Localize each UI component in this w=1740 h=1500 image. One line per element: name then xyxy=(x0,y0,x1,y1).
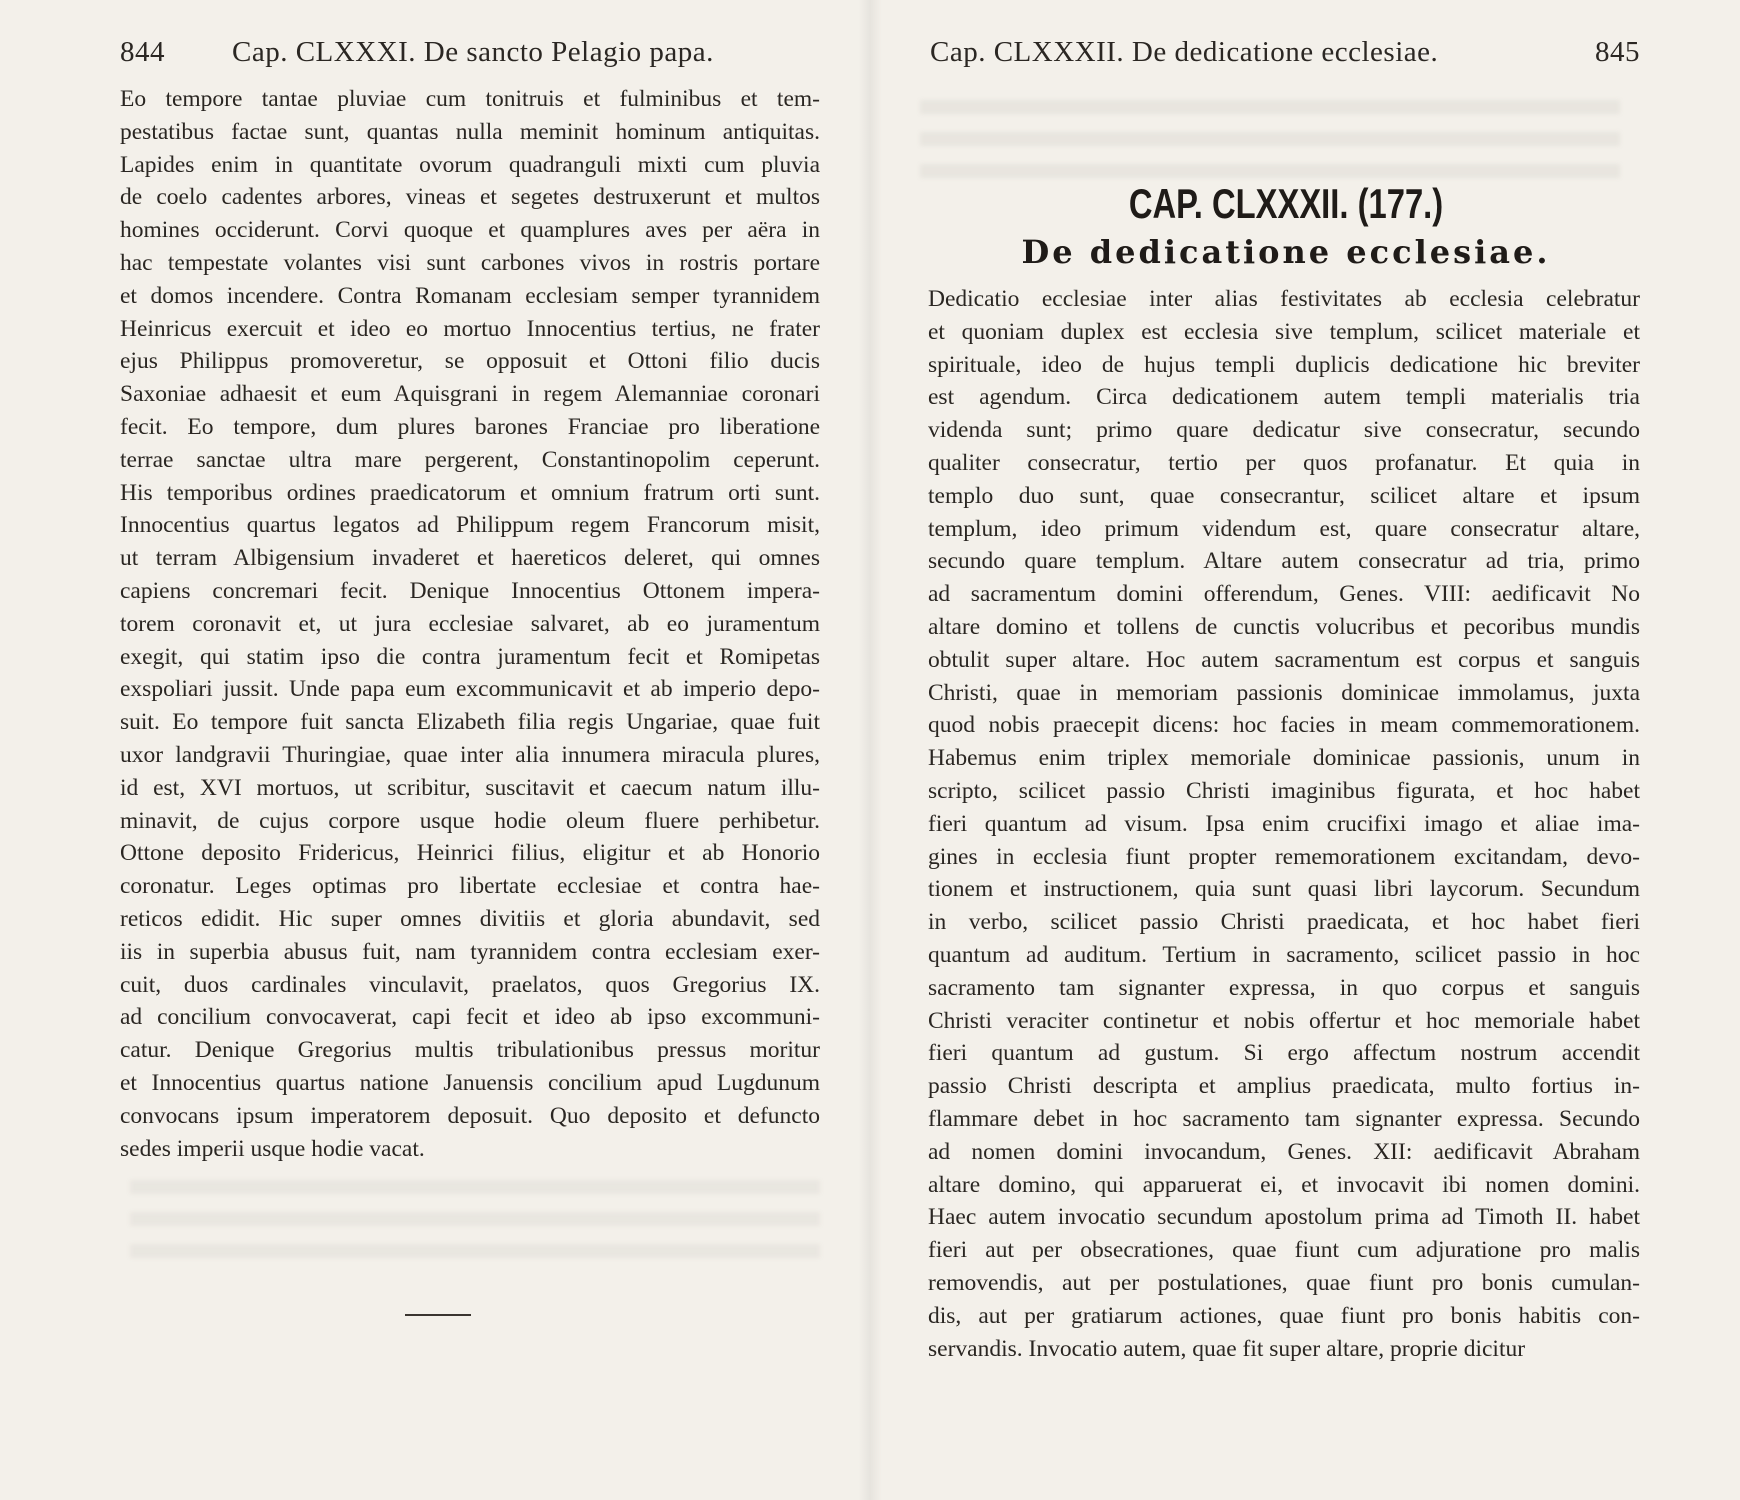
text-line: templum, ideo primum videndum est, quare consecratur altare, xyxy=(928,515,1640,542)
left-page-number: 844 xyxy=(120,36,165,68)
right-body-text xyxy=(928,283,1640,1365)
text-line: cuit, duos cardinales vinculavit, praelatos, quos Gregorius IX. xyxy=(120,971,820,998)
text-line: quod nobis praecepit dicens: hoc facies in meam commemorationem. xyxy=(928,712,1640,739)
text-line: exegit, qui statim ipso die contra juramentum fecit et Romipetas xyxy=(120,643,820,670)
text-line: tionem et instructionem, quia sunt quasi libri laycorum. Secundum xyxy=(928,876,1640,903)
right-page-number: 845 xyxy=(1595,36,1640,68)
text-line: flammare debet in hoc sacramento tam signanter expressa. Secundo xyxy=(928,1105,1640,1132)
text-line: removendis, aut per postulationes, quae fiunt pro bonis cumulan- xyxy=(928,1269,1640,1296)
left-body-text xyxy=(120,83,820,1165)
text-line: suit. Eo tempore fuit sancta Elizabeth filia regis Ungariae, quae fuit xyxy=(120,709,820,736)
text-line: Heinricus exercuit et ideo eo mortuo Innocentius tertius, ne frater xyxy=(120,315,820,342)
right-page xyxy=(870,0,1740,1500)
text-line: servandis. Invocatio autem, quae fit super altare, proprie dicitur xyxy=(928,1335,1526,1362)
text-line: Haec autem invocatio secundum apostolum prima ad Timoth II. habet xyxy=(928,1204,1640,1231)
text-line: ad sacramentum domini offerendum, Genes. VIII: aedificavit No xyxy=(928,581,1640,608)
text-line: ut terram Albigensium invaderet et haereticos deleret, qui omnes xyxy=(120,545,820,572)
bleed-through-shadow xyxy=(130,1180,820,1270)
text-line: Christi veraciter continetur et nobis offertur et hoc memoriale habet xyxy=(928,1007,1640,1034)
text-line: altare domino, qui apparuerat ei, et invocavit ibi nomen domini. xyxy=(928,1171,1640,1198)
text-line: sacramento tam signanter expressa, in quo corpus et sanguis xyxy=(928,974,1640,1001)
text-line: in verbo, scilicet passio Christi praedicata, et hoc habet fieri xyxy=(928,909,1640,936)
text-line: torem coronavit et, ut jura ecclesiae salvaret, ab eo juramentum xyxy=(120,610,820,637)
text-line: Innocentius quartus legatos ad Philippum regem Francorum misit, xyxy=(120,512,820,539)
right-running-head xyxy=(930,32,1640,72)
text-line: ad concilium convocaverat, capi fecit et ideo ab ipso excommuni- xyxy=(120,1004,820,1031)
text-line: reticos edidit. Hic super omnes divitiis et gloria abundavit, sed xyxy=(120,905,820,932)
text-line: fecit. Eo tempore, dum plures barones Franciae pro liberatione xyxy=(120,413,820,440)
text-line: Dedicatio ecclesiae inter alias festivitates ab ecclesia celebratur xyxy=(928,286,1640,312)
text-line: fieri quantum ad visum. Ipsa enim crucifixi imago et aliae ima- xyxy=(928,810,1640,837)
bleed-through-shadow-right xyxy=(920,100,1620,180)
text-line: Habemus enim triplex memoriale dominicae passionis, unum in xyxy=(928,745,1640,772)
text-line: de coelo cadentes arbores, vineas et segetes destruxerunt et multos xyxy=(120,184,820,211)
text-line: spirituale, ideo de hujus templi duplicis dedicatione hic breviter xyxy=(928,351,1640,378)
text-line: hac tempestate volantes visi sunt carbones vivos in rostris portare xyxy=(120,249,820,276)
text-line: catur. Denique Gregorius multis tribulationibus pressus moritur xyxy=(120,1037,820,1064)
text-line: scripto, scilicet passio Christi imaginibus figurata, et hoc habet xyxy=(928,777,1640,804)
text-line: fieri aut per obsecrationes, quae fiunt cum adjuratione pro malis xyxy=(928,1237,1640,1264)
text-line: et quoniam duplex est ecclesia sive templum, scilicet materiale et xyxy=(928,318,1640,345)
text-line: Ottone deposito Fridericus, Heinrici filius, eligitur et ab Honorio xyxy=(120,840,820,867)
text-line: Saxoniae adhaesit et eum Aquisgrani in regem Alemanniae coronari xyxy=(120,381,820,408)
text-line: minavit, de cujus corpore usque hodie oleum fluere perhibetur. xyxy=(120,807,820,834)
text-line: pestatibus factae sunt, quantas nulla meminit hominum antiquitas. xyxy=(120,118,820,145)
text-line: dis, aut per gratiarum actiones, quae fiunt pro bonis habitis con- xyxy=(928,1302,1640,1329)
text-line: Lapides enim in quantitate ovorum quadranguli mixti cum pluvia xyxy=(120,151,820,178)
text-line: sedes imperii usque hodie vacat. xyxy=(120,1135,425,1162)
text-line: His temporibus ordines praedicatorum et omnium fratrum orti sunt. xyxy=(120,479,820,506)
text-line: passio Christi descripta et amplius praedicata, multo fortius in- xyxy=(928,1073,1640,1100)
text-line: secundo quare templum. Altare autem consecratur ad tria, primo xyxy=(928,548,1640,575)
text-line: qualiter consecratur, tertio per quos profanatur. Et quia in xyxy=(928,449,1640,476)
chapter-subtitle: De dedicatione ecclesiae. xyxy=(1021,233,1551,271)
text-line: coronatur. Leges optimas pro libertate ecclesiae et contra hae- xyxy=(120,873,820,900)
text-line: ejus Philippus promoveretur, se opposuit et Ottoni filio ducis xyxy=(120,348,820,375)
text-line: Christi, quae in memoriam passionis dominicae immolamus, juxta xyxy=(928,679,1640,706)
text-line: Eo tempore tantae pluviae cum tonitruis et fulminibus et tem- xyxy=(120,86,820,112)
text-line: et domos incendere. Contra Romanam ecclesiam semper tyrannidem xyxy=(120,282,820,309)
text-line: est agendum. Circa dedicationem autem templi materialis tria xyxy=(928,384,1640,411)
text-line: videnda sunt; primo quare dedicatur sive consecratur, secundo xyxy=(928,417,1640,444)
text-line: id est, XVI mortuos, ut scribitur, suscitavit et caecum natum illu- xyxy=(120,774,820,801)
text-line: iis in superbia abusus fuit, nam tyrannidem contra ecclesiam exer- xyxy=(120,938,820,965)
right-running-title: Cap. CLXXXII. De dedicatione ecclesiae. xyxy=(930,36,1439,68)
text-line: et Innocentius quartus natione Januensis concilium apud Lugdunum xyxy=(120,1069,820,1096)
text-line: templo duo sunt, quae consecrantur, scilicet altare et ipsum xyxy=(928,482,1640,509)
text-line: fieri quantum ad gustum. Si ergo affectum nostrum accendit xyxy=(928,1040,1640,1067)
chapter-title: CAP. CLXXXII. (177.) xyxy=(1128,180,1444,227)
text-line: ad nomen domini invocandum, Genes. XII: aedificavit Abraham xyxy=(928,1138,1640,1165)
left-running-title: Cap. CLXXXI. De sancto Pelagio papa. xyxy=(232,36,714,68)
text-line: terrae sanctae ultra mare pergerent, Constantinopolim ceperunt. xyxy=(120,446,820,473)
text-line: gines in ecclesia fiunt propter rememorationem excitandam, devo- xyxy=(928,843,1640,870)
text-line: convocans ipsum imperatorem deposuit. Quo deposito et defuncto xyxy=(120,1102,820,1129)
text-line: obtulit super altare. Hoc autem sacramentum est corpus et sanguis xyxy=(928,646,1640,673)
end-of-chapter-rule xyxy=(405,1314,471,1316)
text-line: capiens concremari fecit. Denique Innocentius Ottonem impera- xyxy=(120,577,820,604)
text-line: exspoliari jussit. Unde papa eum excommunicavit et ab imperio depo- xyxy=(120,676,820,703)
text-line: homines occiderunt. Corvi quoque et quamplures aves per aëra in xyxy=(120,217,820,244)
text-line: uxor landgravii Thuringiae, quae inter alia innumera miracula plures, xyxy=(120,741,820,768)
text-line: quantum ad auditum. Tertium in sacramento, scilicet passio in hoc xyxy=(928,941,1640,968)
left-running-head xyxy=(120,32,820,72)
text-line: altare domino et tollens de cunctis volucribus et pecoribus mundis xyxy=(928,613,1640,640)
